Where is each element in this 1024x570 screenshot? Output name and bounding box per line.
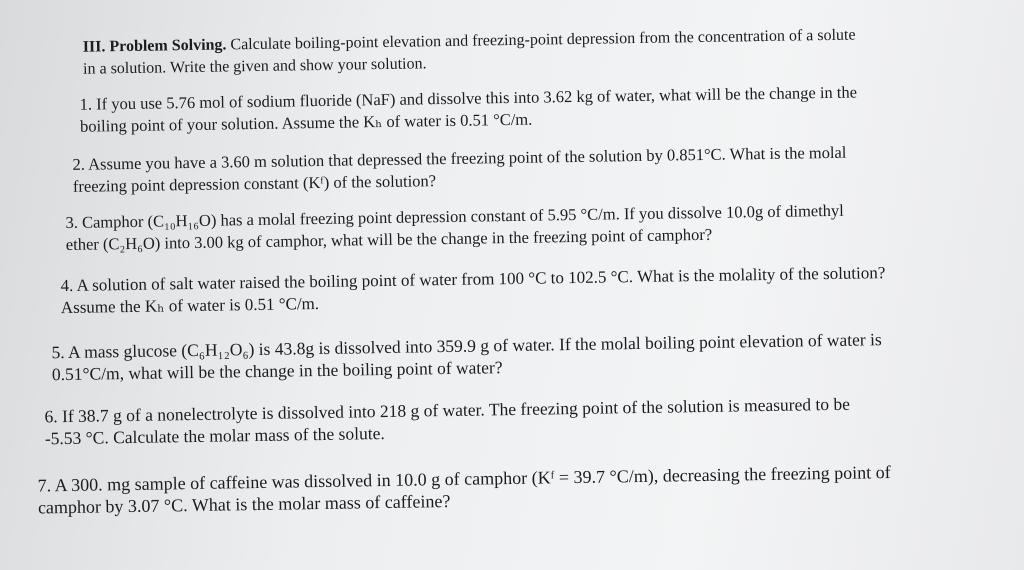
problem-4-line-2: Assume the Kₕ of water is 0.51 °C/m. (60, 294, 320, 318)
problem-3-line-1: 3. Camphor (C₁₀H₁₆O) has a molal freezing point depression constant of 5.95 °C/m. If you dissolve 10.0g of dimethyl (65, 200, 844, 232)
problem-5-line-1: 5. A mass glucose (C₆H₁₂O₆) is 43.8g is dissolved into 359.9 g of water. If the molal boiling point elevation of water is (51, 329, 882, 363)
problem-1-line-2: boiling point of your solution. Assume the Kₕ of water is 0.51 °C/m. (79, 109, 533, 136)
problem-7-line-1: 7. A 300. mg sample of caffeine was dissolved in 10.0 g of camphor (Kᶠ = 39.7 °C/m), decreasing the freezing point of (37, 462, 891, 496)
problem-6-line-1: 6. If 38.7 g of a nonelectrolyte is dissolved into 218 g of water. The freezing point of the solution is measured to be (44, 393, 851, 427)
problem-1 (79, 82, 857, 138)
instructions-line-1-text: Calculate boiling-point elevation and freezing-point depression from the concentration of a solute (226, 26, 856, 54)
problem-3 (65, 200, 844, 256)
problem-4 (60, 262, 886, 319)
problem-2-line-2: freezing point depression constant (Kᶠ) of the solution? (72, 171, 437, 196)
instructions-heading (83, 25, 856, 81)
problem-5 (51, 328, 882, 385)
instructions-line-2: in a solution. Write the given and show your solution. (82, 55, 427, 78)
problem-3-line-2: ether (C₂H₆O) into 3.00 kg of camphor, what will be the change in the freezing point of camphor? (65, 224, 713, 254)
problem-2 (72, 142, 846, 198)
problem-2-line-1: 2. Assume you have a 3.60 m solution that depressed the freezing point of the solution by 0.851°C. What is the molal (72, 142, 847, 174)
problem-5-line-2: 0.51°C/m, what will be the change in the boiling point of water? (51, 357, 503, 385)
problem-4-line-1: 4. A solution of salt water raised the boiling point of water from 100 °C to 102.5 °C. What is the molality of the solution? (60, 263, 886, 296)
problem-7-line-2: camphor by 3.07 °C. What is the molar mass of caffeine? (37, 490, 451, 518)
problem-1-line-1: 1. If you use 5.76 mol of sodium fluoride (NaF) and dissolve this into 3.62 kg of water, what will be the change in the (79, 82, 858, 114)
problem-7 (37, 461, 891, 518)
problem-6-line-2: -5.53 °C. Calculate the molar mass of the solute. (44, 423, 385, 449)
problem-6 (44, 393, 850, 450)
section-label: III. Problem Solving. (82, 36, 227, 56)
